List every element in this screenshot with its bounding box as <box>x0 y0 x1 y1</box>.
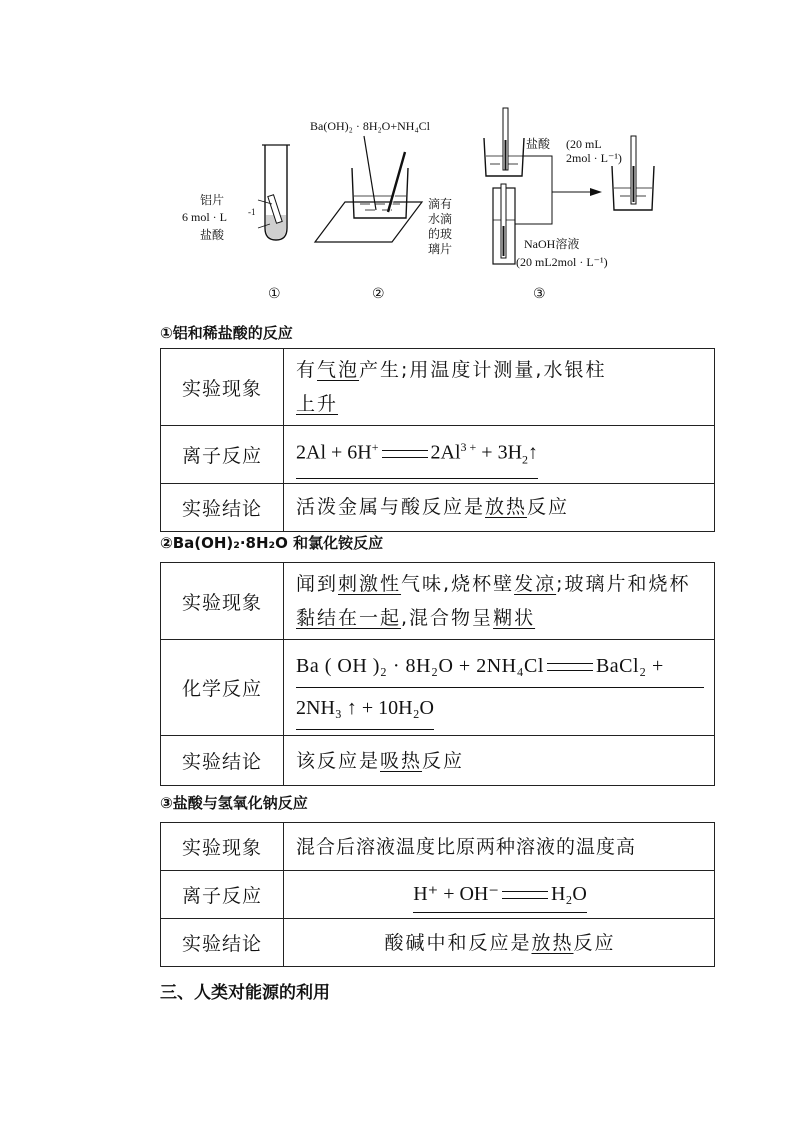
label-glass-2: 水滴 <box>428 212 453 226</box>
beaker-glass-apparatus <box>310 119 452 302</box>
label-hcl-amount-2: 2mol · L⁻¹) <box>566 151 622 165</box>
test-tube-apparatus <box>182 145 290 302</box>
svg-text:-1: -1 <box>248 207 256 217</box>
apparatus-diagram <box>160 100 720 310</box>
conclusion-cell: 活泼金属与酸反应是放热反应 <box>284 483 715 531</box>
label-reagents: Ba(OH)₂ · 8H₂O+NH₄Cl <box>310 119 430 133</box>
section3-title: ③盐酸与氢氧化钠反应 <box>160 794 308 812</box>
chemical-equation-cell <box>284 640 715 736</box>
table-row <box>161 640 715 736</box>
section-heading: 三、人类对能源的利用 <box>160 983 330 1003</box>
row-label: 化学反应 <box>161 640 284 736</box>
phenomenon-cell: 有气泡产生;用温度计测量,水银柱 上升 <box>284 349 715 426</box>
label-acid: 盐酸 <box>200 228 225 242</box>
label-concentration: 6 mol · L <box>182 210 227 224</box>
blank-answer: 放热 <box>485 496 528 519</box>
row-label: 实验现象 <box>161 563 284 640</box>
apparatus-number-3: ③ <box>533 286 546 302</box>
blank-answer: 吸热 <box>380 749 423 772</box>
label-hcl: 盐酸 <box>526 137 551 151</box>
experiment-figure <box>160 100 720 310</box>
neutralization-apparatus <box>484 108 654 302</box>
blank-answer: 上升 <box>296 393 339 415</box>
blank-answer: 刺激性 <box>338 573 402 595</box>
row-label: 实验现象 <box>161 349 284 426</box>
label-glass-3: 的玻 <box>428 227 453 241</box>
ionic-equation-cell <box>284 426 715 484</box>
section2-title: ②Ba(OH)₂·8H₂O 和氯化铵反应 <box>160 534 384 552</box>
chemical-equation-line1: Ba ( OH )₂ · 8H₂O + 2NH₄Cl BaCl₂ + <box>296 646 704 688</box>
label-naoh-amount: (20 mL2mol · L⁻¹) <box>516 255 608 269</box>
chemical-equation-line2: 2NH₃ ↑ + 10H₂O <box>296 688 434 730</box>
row-label: 实验结论 <box>161 736 284 786</box>
table-row <box>161 919 715 967</box>
row-label: 实验结论 <box>161 919 284 967</box>
conclusion-cell: 酸碱中和反应是放热反应 <box>284 919 715 967</box>
label-naoh: NaOH溶液 <box>524 237 580 251</box>
section1-title: ①铝和稀盐酸的反应 <box>160 324 293 342</box>
label-hcl-amount-1: (20 mL <box>566 137 602 151</box>
phenomenon-cell: 混合后溶液温度比原两种溶液的温度高 <box>284 823 715 871</box>
row-label: 实验现象 <box>161 823 284 871</box>
blank-answer: 发凉 <box>514 573 557 595</box>
section3-table <box>160 822 715 967</box>
ionic-equation: 2Al + 6H+ $2Al^{3 +}$ + $3H_2↑$ <box>296 430 538 479</box>
blank-answer: 黏结在一起 <box>296 607 402 629</box>
row-label: 实验结论 <box>161 483 284 531</box>
apparatus-number-1: ① <box>268 286 281 302</box>
section1-table <box>160 348 715 532</box>
table-row <box>161 426 715 484</box>
blank-answer: 气泡 <box>317 359 360 381</box>
ionic-equation: H⁺ + OH⁻ H₂O <box>413 877 587 913</box>
section2-table <box>160 562 715 786</box>
phenomenon-cell: 闻到刺激性气味,烧杯壁发凉;玻璃片和烧杯黏结在一起,混合物呈糊状 <box>284 563 715 640</box>
apparatus-number-2: ② <box>372 286 385 302</box>
row-label: 离子反应 <box>161 426 284 484</box>
blank-answer: 糊状 <box>493 607 536 629</box>
label-glass-4: 璃片 <box>428 242 453 256</box>
table-row <box>161 823 715 871</box>
table-row <box>161 349 715 426</box>
table-row <box>161 871 715 919</box>
ionic-equation-cell <box>284 871 715 919</box>
row-label: 离子反应 <box>161 871 284 919</box>
conclusion-cell: 该反应是吸热反应 <box>284 736 715 786</box>
table-row <box>161 563 715 640</box>
table-row <box>161 483 715 531</box>
table-row <box>161 736 715 786</box>
label-metal: 铝片 <box>200 193 225 207</box>
label-glass-1: 滴有 <box>428 197 453 211</box>
blank-answer: 放热 <box>531 931 574 954</box>
